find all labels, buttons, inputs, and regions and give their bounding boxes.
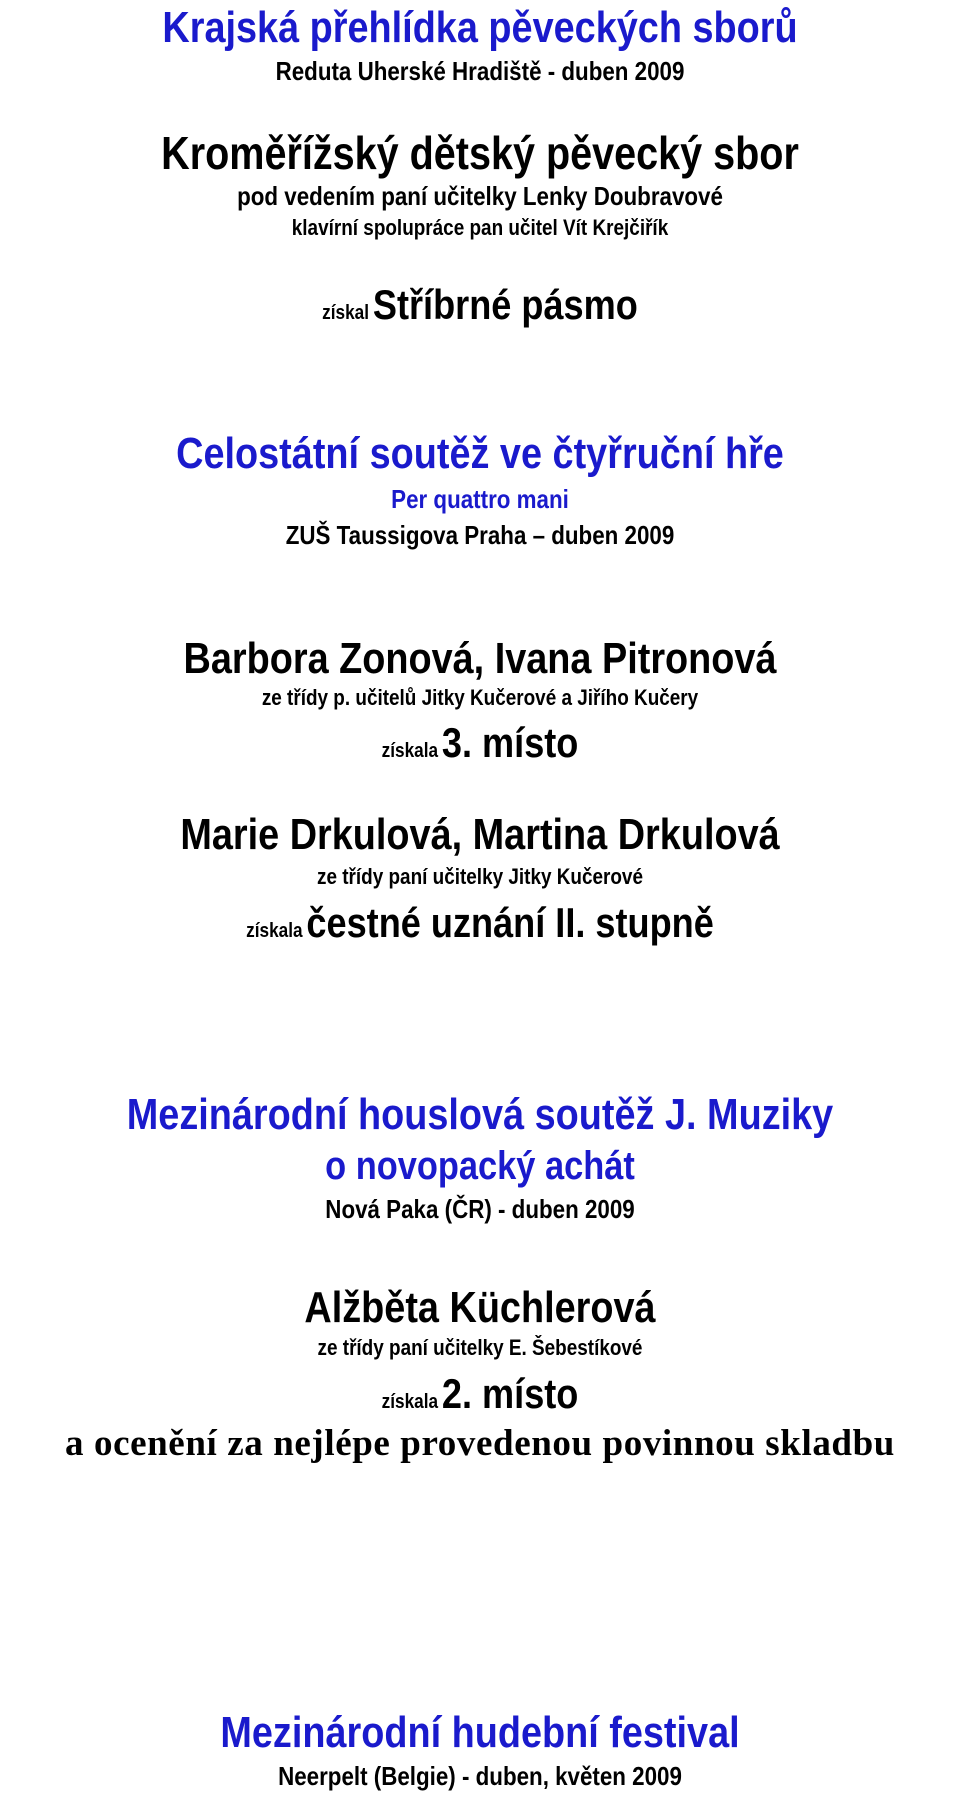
- piano-duet-title: Celostátní soutěž ve čtyřruční hře: [176, 429, 784, 478]
- piano-duet-subtitle: Per quattro mani: [391, 484, 569, 514]
- pair-1-names: Barbora Zonová, Ivana Pitronová: [183, 634, 777, 683]
- ensemble-name: Kroměřížský dětský pěvecký sbor: [161, 127, 799, 179]
- violin-title-2: o novopacký achát: [325, 1144, 635, 1188]
- piano-duet-venue: ZUŠ Taussigova Praha – duben 2009: [285, 520, 675, 550]
- ensemble-accompanist: klavírní spolupráce pan učitel Vít Krejčiřík: [291, 215, 669, 240]
- pair-2-names: Marie Drkulová, Martina Drkulová: [180, 810, 780, 859]
- pair-1-teacher: ze třídy p. učitelů Jitky Kučerové a Jiřího Kučery: [261, 685, 699, 710]
- festival-title: Mezinárodní hudební festival: [220, 1708, 740, 1757]
- pair-1-award: 3. místo: [441, 719, 579, 766]
- pair-2-teacher: ze třídy paní učitelky Jitky Kučerové: [317, 864, 643, 889]
- award-prefix: získala: [381, 1391, 439, 1413]
- regional-award: Stříbrné pásmo: [372, 281, 638, 328]
- ensemble-leader: pod vedením paní učitelky Lenky Doubravové: [237, 181, 723, 211]
- violin-extra-award: a ocenění za nejlépe provedenou povinnou skladbu: [65, 1423, 895, 1464]
- pair-2-award-line: [67, 899, 893, 946]
- award-prefix: získala: [381, 740, 439, 762]
- regional-award-line: [67, 281, 893, 328]
- festival-venue: Neerpelt (Belgie) - duben, květen 2009: [278, 1761, 682, 1791]
- violin-award: 2. místo: [441, 1370, 579, 1417]
- violin-award-line: [67, 1370, 893, 1417]
- regional-venue: Reduta Uherské Hradiště - duben 2009: [275, 56, 685, 86]
- violin-winner-name: Alžběta Küchlerová: [304, 1283, 656, 1332]
- award-prefix: získal: [322, 302, 370, 324]
- pair-1-award-line: [67, 719, 893, 766]
- violin-winner-teacher: ze třídy paní učitelky E. Šebestíkové: [317, 1335, 643, 1360]
- pair-2-award: čestné uznání II. stupně: [306, 899, 714, 946]
- award-prefix: získala: [246, 920, 303, 942]
- violin-title-1: Mezinárodní houslová soutěž J. Muziky: [126, 1090, 834, 1139]
- regional-title: Krajská přehlídka pěveckých sborů: [162, 3, 798, 52]
- violin-venue: Nová Paka (ČR) - duben 2009: [325, 1194, 635, 1224]
